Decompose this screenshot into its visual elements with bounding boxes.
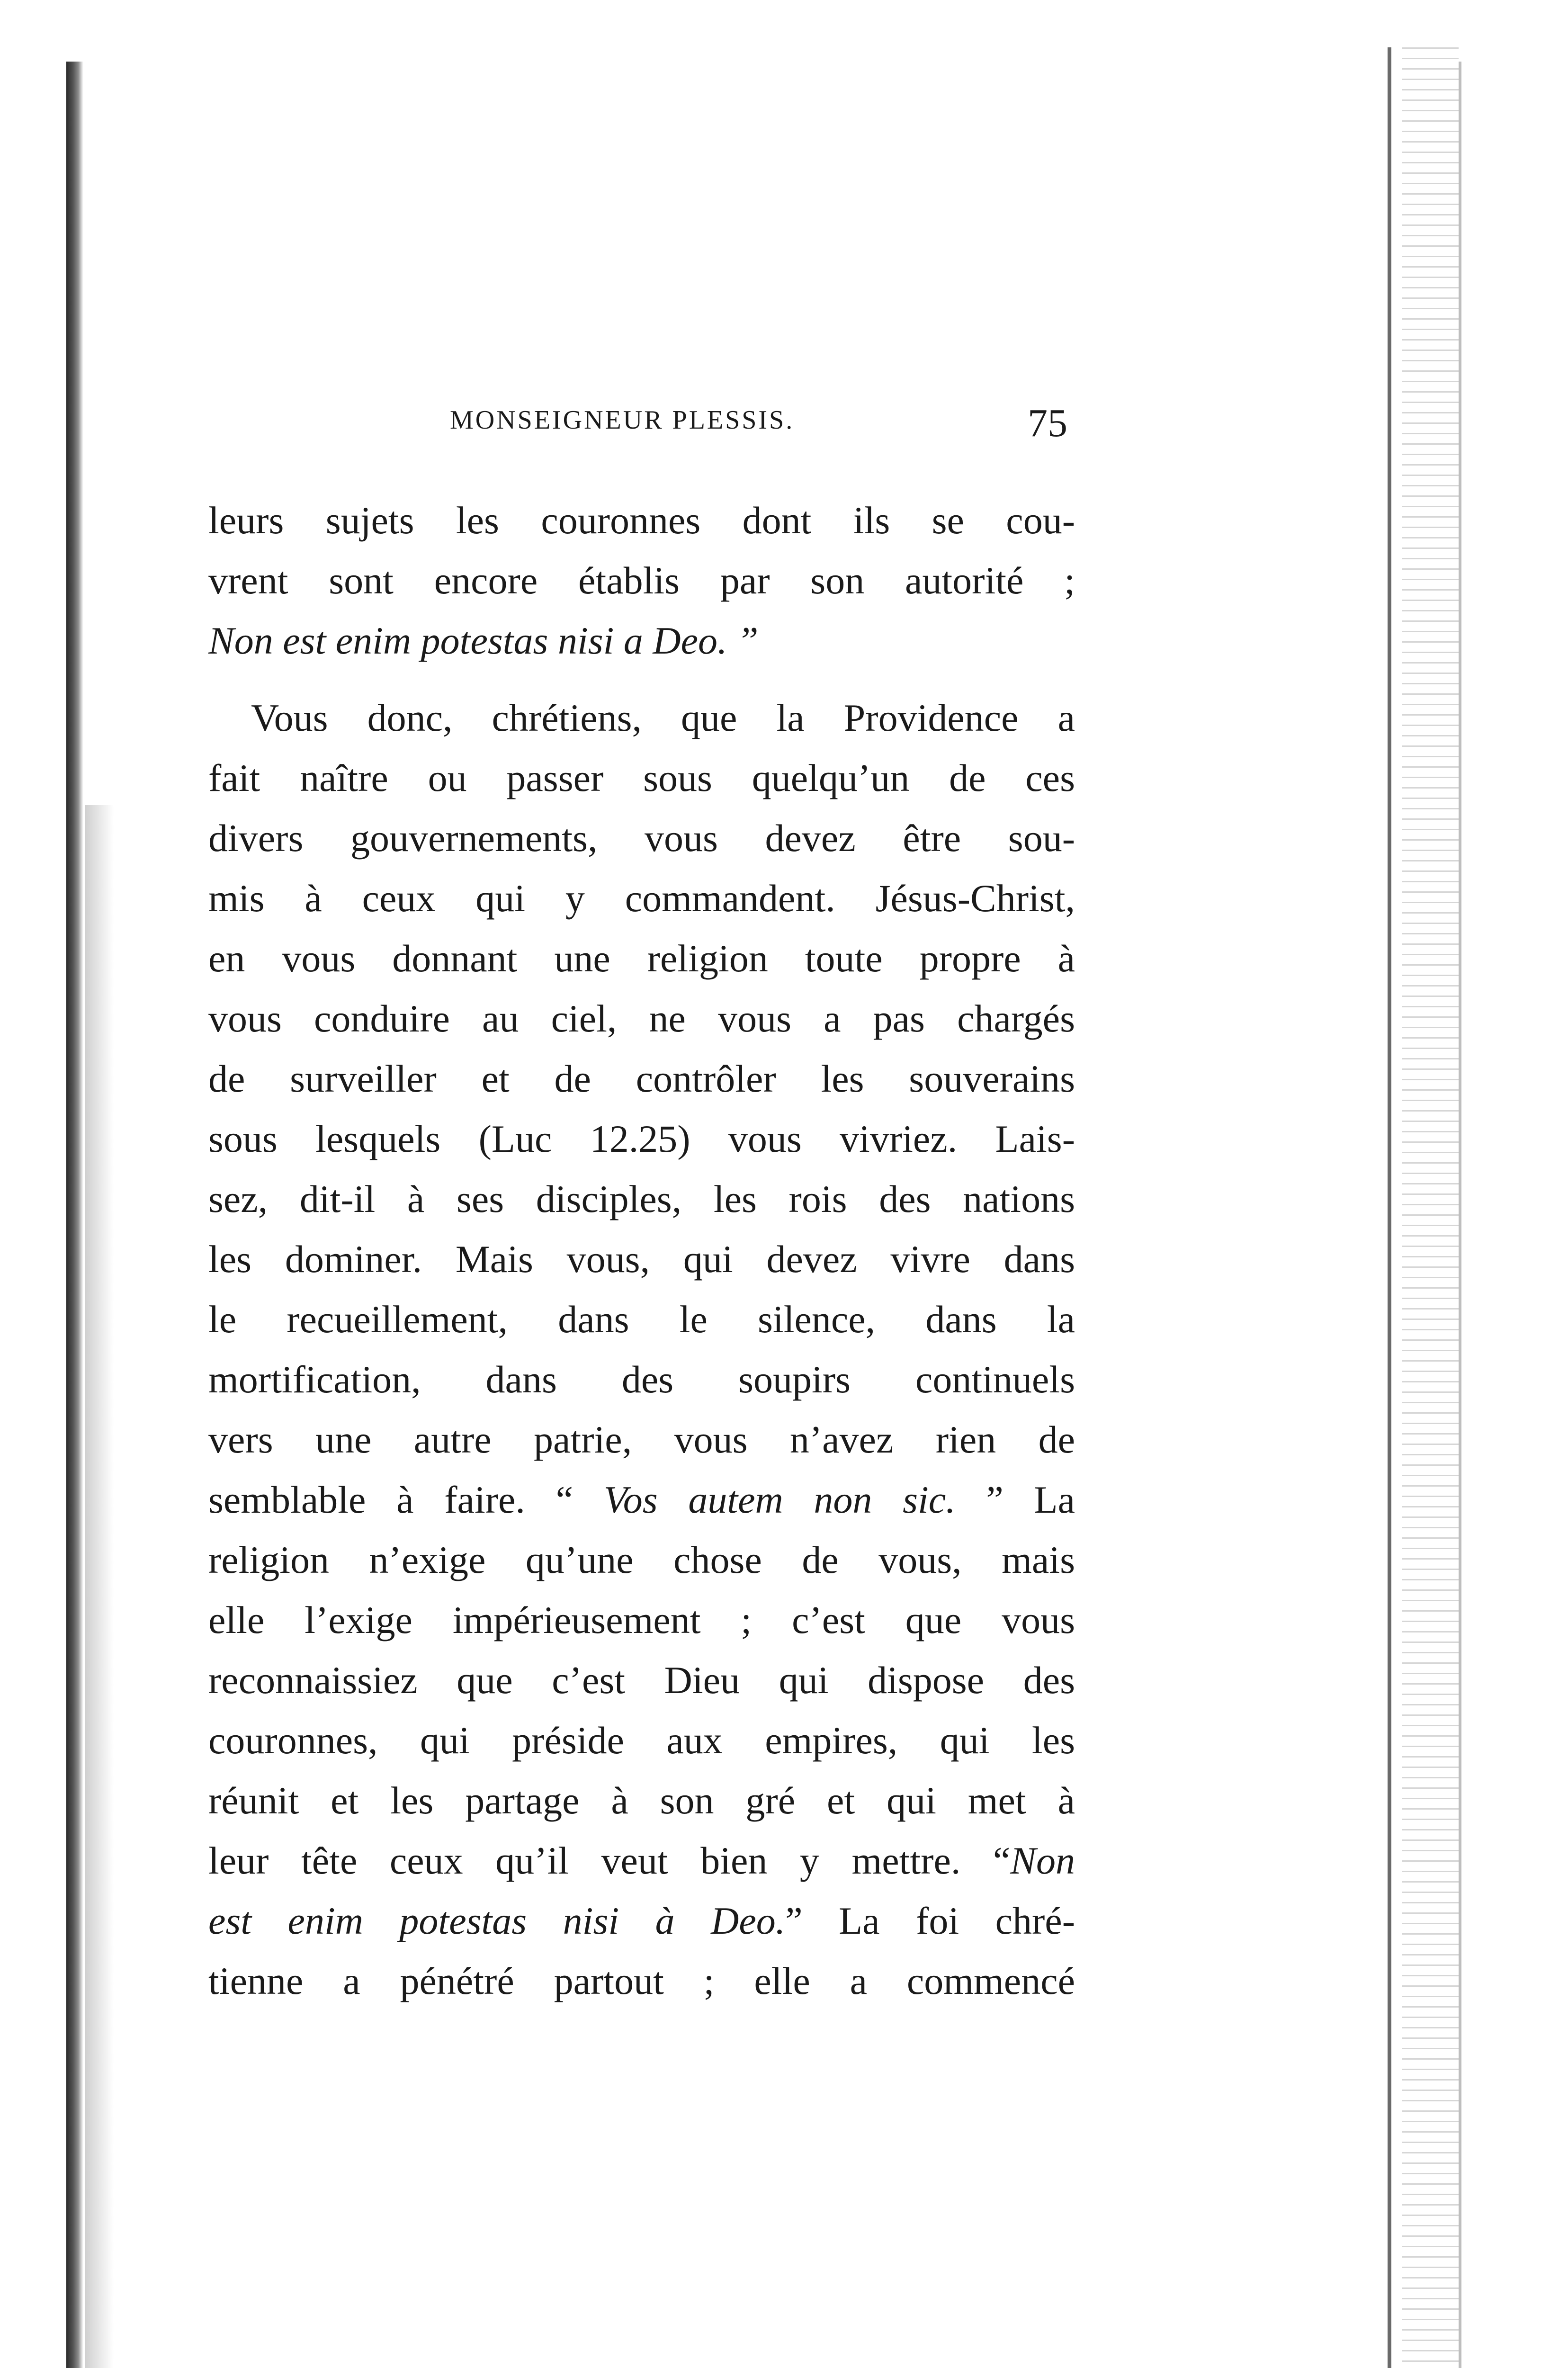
text-line: divers gouvernements, vous devez être sou- xyxy=(208,816,1075,860)
text-line: sous lesquels (Luc 12.25) vous vivriez. Lais- xyxy=(208,1117,1075,1160)
page-number: 75 xyxy=(1028,401,1067,445)
text-line-mixed xyxy=(208,1470,1075,1530)
page-edge-texture xyxy=(1402,47,1459,2368)
text-line: tienne a pénétré partout ; elle a commencé xyxy=(208,1959,1075,2002)
text-line: reconnaissiez que c’est Dieu qui dispose des xyxy=(208,1659,1075,1702)
text-line: le recueillement, dans le silence, dans la xyxy=(208,1298,1075,1341)
text-line: les dominer. Mais vous, qui devez vivre dans xyxy=(208,1238,1075,1281)
text-segment: ” La xyxy=(986,1478,1075,1521)
latin-quote: Vos autem non sic. xyxy=(603,1478,956,1521)
page-edge-right xyxy=(1388,47,1391,2368)
text-line: vrent sont encore établis par son autorité ; xyxy=(208,559,1075,602)
text-line: de surveiller et de contrôler les souverains xyxy=(208,1057,1075,1100)
text-line: Vous donc, chrétiens, que la Providence a xyxy=(251,696,1075,739)
text-line: en vous donnant une religion toute propre à xyxy=(208,937,1075,980)
text-segment: ” La foi chré- xyxy=(785,1899,1075,1942)
text-line-mixed xyxy=(208,1891,1075,1951)
latin-quote: Non xyxy=(1010,1839,1075,1882)
text-segment: leur tête ceux qu’il veut bien y mettre. “ xyxy=(208,1839,1011,1882)
text-line: vous conduire au ciel, ne vous a pas chargés xyxy=(208,997,1075,1040)
text-segment: semblable à faire. “ xyxy=(208,1478,573,1521)
latin-quote: est enim potestas nisi à Deo. xyxy=(208,1899,786,1942)
text-line: sez, dit-il à ses disciples, les rois des nations xyxy=(208,1177,1075,1220)
running-head xyxy=(0,400,1568,448)
text-line: couronnes, qui préside aux empires, qui les xyxy=(208,1719,1075,1762)
text-line: mortification, dans des soupirs continuels xyxy=(208,1358,1075,1401)
text-line: mis à ceux qui y commandent. Jésus-Christ, xyxy=(208,877,1075,920)
text-line-latin-quote: Non est enim potestas nisi a Deo. ” xyxy=(208,619,759,662)
running-title: MONSEIGNEUR PLESSIS. xyxy=(450,405,795,435)
text-line: réunit et les partage à son gré et qui met à xyxy=(208,1779,1075,1822)
text-line: religion n’exige qu’une chose de vous, mais xyxy=(208,1538,1075,1581)
body-text xyxy=(208,490,1075,2011)
paragraph-gap xyxy=(208,671,1075,688)
text-line: elle l’exige impérieusement ; c’est que vous xyxy=(208,1598,1075,1641)
text-line-mixed xyxy=(208,1830,1075,1891)
text-line: fait naître ou passer sous quelqu’un de ces xyxy=(208,756,1075,799)
text-line: leurs sujets les couronnes dont ils se cou- xyxy=(208,499,1075,542)
binding-shadow-inner xyxy=(85,805,114,2368)
text-line: vers une autre patrie, vous n’avez rien de xyxy=(208,1418,1075,1461)
